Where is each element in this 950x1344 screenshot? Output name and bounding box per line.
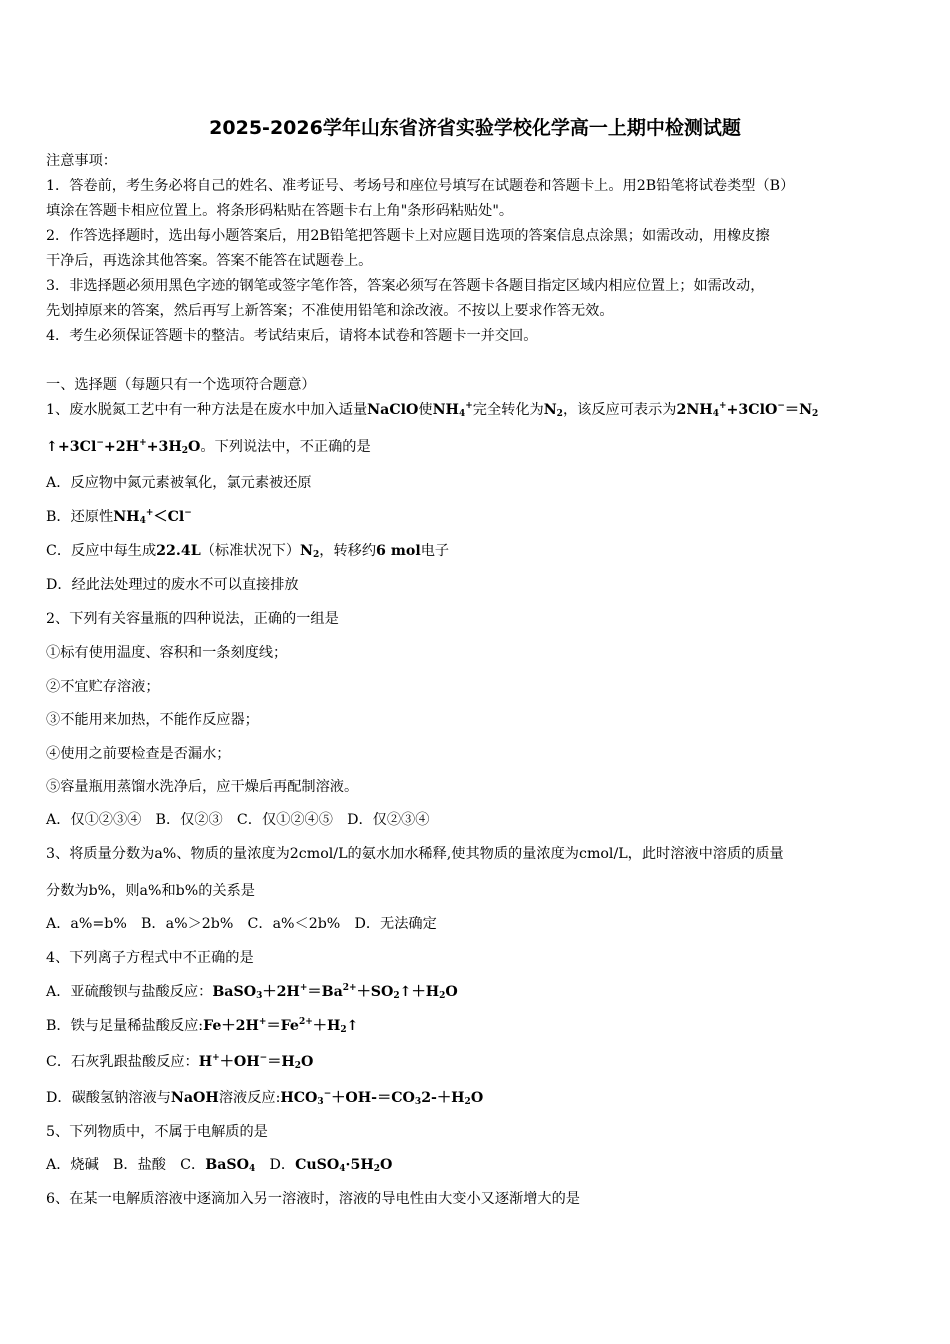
notice-line: 3．非选择题必须用黑色字迹的钢笔或签字笔作答，答案必须写在答题卡各题目指定区域内相应位置上；如需改动， <box>46 278 765 294</box>
question-1-stem: 1、废水脱氮工艺中有一种方法是在废水中加入适量NaClO使$NH_4^+$完全转化为$N_2$，该反应可表示为$2NH_4^++3ClO^-=N_2$ <box>46 401 819 419</box>
question-2-statement: ⑤容量瓶用蒸馏水洗净后，应干燥后再配制溶液。 <box>46 779 359 795</box>
question-6-stem: 6、在某一电解质溶液中逐滴加入另一溶液时，溶液的导电性由大变小又逐渐增大的是 <box>46 1191 580 1207</box>
question-3-options: A．a%=b% B．a%＞2b% C．a%＜2b% D．无法确定 <box>46 916 437 932</box>
question-3-stem-cont: 分数为b%，则a%和b%的关系是 <box>46 883 255 899</box>
question-2-statement: ①标有使用温度、容积和一条刻度线； <box>46 645 288 661</box>
question-1-stem-cont: $↑+3Cl^-+2H^++3H_2O$。下列说法中，不正确的是 <box>46 438 371 456</box>
notice-heading: 注意事项： <box>46 153 117 169</box>
question-4-stem: 4、下列离子方程式中不正确的是 <box>46 950 254 966</box>
question-2-stem: 2、下列有关容量瓶的四种说法，正确的一组是 <box>46 611 339 627</box>
question-4-option-a: A．亚硫酸钡与盐酸反应：$BaSO_3+2H^+=Ba^{2+}+SO_2↑+H_2O$ <box>46 983 458 1001</box>
question-1-option-c: C．反应中每生成22.4L（标准状况下）$N_2$，转移约6 mol电子 <box>46 543 450 560</box>
question-2-statement: ③不能用来加热，不能作反应器； <box>46 712 259 728</box>
notice-line: 填涂在答题卡相应位置上。将条形码粘贴在答题卡右上角"条形码粘贴处"。 <box>46 203 514 219</box>
question-4-option-c: C．石灰乳跟盐酸反应：$H^++OH^-=H_2O$ <box>46 1053 314 1071</box>
question-3-stem: 3、将质量分数为a%、物质的量浓度为2cmol/L的氨水加水稀释,使其物质的量浓度为cmol/L，此时溶液中溶质的质量 <box>46 846 784 862</box>
unused-symbol-anchor: +-2+23 <box>46 1300 50 1301</box>
question-1-option-d: D．经此法处理过的废水不可以直接排放 <box>46 577 299 593</box>
question-1-option-b: B．还原性$NH_4^+<Cl^-$ <box>46 508 192 526</box>
notice-line: 先划掉原来的答案，然后再写上新答案；不准使用铅笔和涂改液。不按以上要求作答无效。 <box>46 303 614 319</box>
question-4-option-b: B．铁与足量稀盐酸反应$:Fe+2H^+=Fe^{2+}+H_2↑$ <box>46 1017 359 1035</box>
question-2-statement: ④使用之前要检查是否漏水； <box>46 746 231 762</box>
section-heading: 一、选择题（每题只有一个选项符合题意） <box>46 377 316 393</box>
notice-line: 2．作答选择题时，选出每小题答案后，用2B铅笔把答题卡上对应题目选项的答案信息点涂黑；如需改动，用橡皮擦 <box>46 228 770 244</box>
question-5-options: A．烧碱 B．盐酸 C．BaSO$_4$ D．$CuSO_4\cdot 5H_2O$ <box>46 1157 393 1174</box>
question-2-statement: ②不宜贮存溶液； <box>46 679 160 695</box>
question-2-options: A．仅①②③④ B．仅②③ C．仅①②④⑤ D．仅②③④ <box>46 812 430 828</box>
question-5-stem: 5、下列物质中，不属于电解质的是 <box>46 1124 268 1140</box>
page-title: 2025-2026学年山东省济省实验学校化学高一上期中检测试题 <box>209 117 741 139</box>
question-1-option-a: A．反应物中氮元素被氧化，氯元素被还原 <box>46 475 312 491</box>
question-4-option-d: D．碳酸氢钠溶液与NaOH溶液反应$:HCO_3^-+OH-=CO_32-+H_2O$ <box>46 1089 484 1107</box>
notice-line: 干净后，再选涂其他答案。答案不能答在试题卷上。 <box>46 253 373 269</box>
notice-line: 1．答卷前，考生务必将自己的姓名、准考证号、考场号和座位号填写在试题卷和答题卡上。用2B铅笔将试卷类型（B） <box>46 178 795 194</box>
notice-line: 4．考生必须保证答题卡的整洁。考试结束后，请将本试卷和答题卡一并交回。 <box>46 328 538 344</box>
